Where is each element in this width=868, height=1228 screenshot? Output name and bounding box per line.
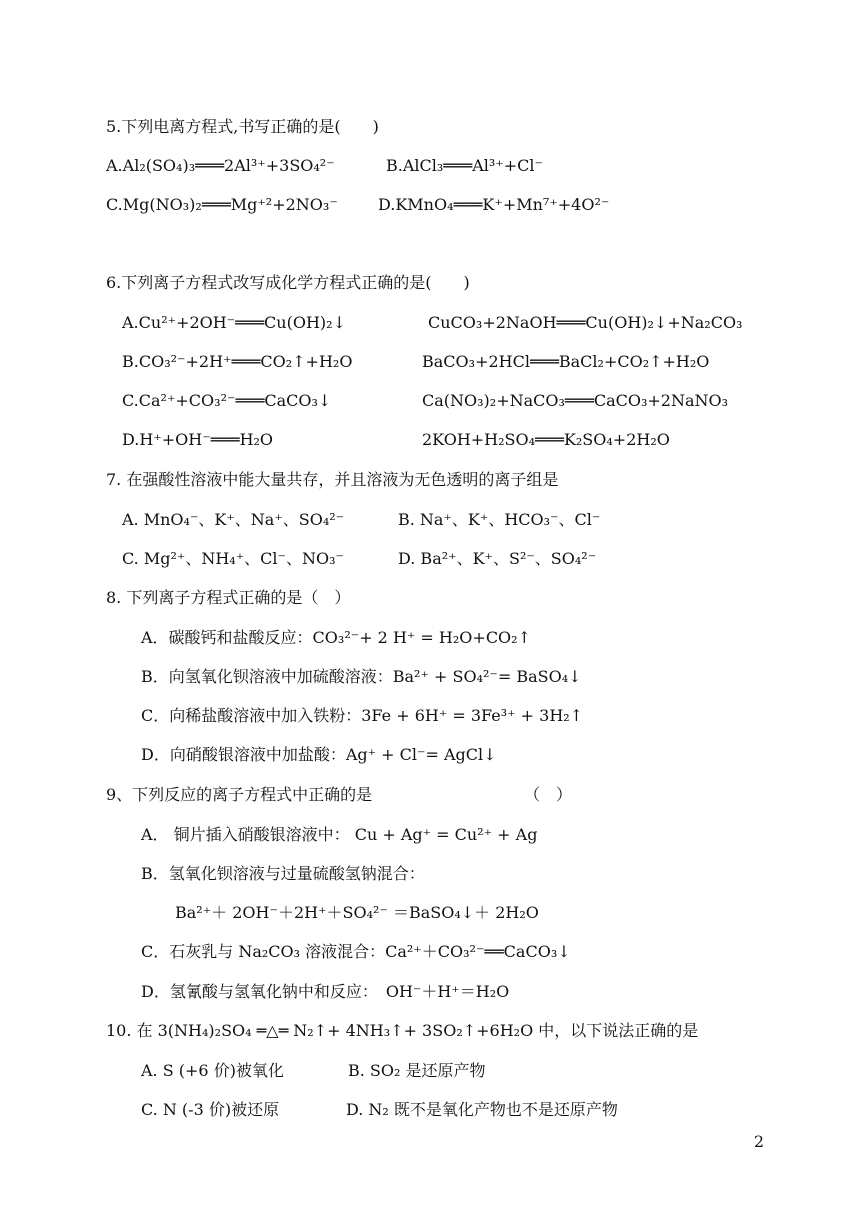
q6-d-chem: 2KOH+H₂SO₄═══K₂SO₄+2H₂O [422,430,670,449]
q9-stem: 9、下列反应的离子方程式中正确的是 [106,785,373,804]
q5-b: B.AlCl₃═══Al³⁺+Cl⁻ [386,156,543,175]
q6-d-ion: D.H⁺+OH⁻═══H₂O [122,430,274,449]
q6-a-chem: CuCO₃+2NaOH═══Cu(OH)₂↓+Na₂CO₃ [428,313,743,332]
q10-c: C. N (-3 价)被还原 [141,1100,280,1119]
q7-c: C. Mg²⁺、NH₄⁺、Cl⁻、NO₃⁻ [122,549,344,568]
q9-c: C．石灰乳与 Na₂CO₃ 溶液混合：Ca²⁺＋CO₃²⁻══CaCO₃↓ [141,942,571,961]
page-number: 2 [753,1132,764,1151]
q10-a: A. S (+6 价)被氧化 [141,1061,284,1080]
q8-b: B．向氢氧化钡溶液中加硫酸溶液：Ba²⁺ + SO₄²⁻= BaSO₄↓ [141,667,582,686]
q7-stem: 7. 在强酸性溶液中能大量共存，并且溶液为无色透明的离子组是 [106,470,559,489]
q6-c-ion: C.Ca²⁺+CO₃²⁻═══CaCO₃↓ [122,391,332,410]
q5-stem: 5.下列电离方程式,书写正确的是( ) [106,117,379,136]
q8-d: D．向硝酸银溶液中加盐酸：Ag⁺ + Cl⁻= AgCl↓ [141,745,497,764]
q7-b: B. Na⁺、K⁺、HCO₃⁻、Cl⁻ [398,510,601,529]
q5-a: A.Al₂(SO₄)₃═══2Al³⁺+3SO₄²⁻ [106,156,335,175]
q7-a: A. MnO₄⁻、K⁺、Na⁺、SO₄²⁻ [122,510,345,529]
q8-stem: 8. 下列离子方程式正确的是（ ） [106,588,351,607]
q7-d: D. Ba²⁺、K⁺、S²⁻、SO₄²⁻ [398,549,597,568]
q6-b-chem: BaCO₃+2HCl═══BaCl₂+CO₂↑+H₂O [422,352,710,371]
q10-d: D. N₂ 既不是氧化产物也不是还原产物 [346,1100,618,1119]
q6-a-ion: A.Cu²⁺+2OH⁻═══Cu(OH)₂↓ [122,313,346,332]
q9-paren: （ ） [524,785,573,804]
q9-b: B．氢氧化钡溶液与过量硫酸氢钠混合： [141,864,425,883]
q9-b-eq: Ba²⁺＋ 2OH⁻＋2H⁺＋SO₄²⁻ ＝BaSO₄↓＋ 2H₂O [175,903,539,922]
q10-b: B. SO₂ 是还原产物 [348,1061,486,1080]
q9-a: A． 铜片插入硝酸银溶液中： Cu + Ag⁺ = Cu²⁺ + Ag [141,825,538,844]
q9-d: D．氢氰酸与氢氧化钠中和反应： OH⁻＋H⁺＝H₂O [141,982,510,1001]
q5-c: C.Mg(NO₃)₂═══Mg⁺²+2NO₃⁻ [106,195,338,214]
q6-stem: 6.下列离子方程式改写成化学方程式正确的是( ) [106,273,470,292]
q6-c-chem: Ca(NO₃)₂+NaCO₃═══CaCO₃+2NaNO₃ [422,391,729,410]
q10-stem: 10. 在 3(NH₄)₂SO₄ ═△═ N₂↑+ 4NH₃↑+ 3SO₂↑+6H₂O 中，以下说法正确的是 [106,1021,699,1040]
q8-a: A．碳酸钙和盐酸反应：CO₃²⁻+ 2 H⁺ = H₂O+CO₂↑ [141,628,531,647]
q6-b-ion: B.CO₃²⁻+2H⁺═══CO₂↑+H₂O [122,352,353,371]
q8-c: C．向稀盐酸溶液中加入铁粉：3Fe + 6H⁺ = 3Fe³⁺ + 3H₂↑ [141,706,584,725]
q5-d: D.KMnO₄═══K⁺+Mn⁷⁺+4O²⁻ [378,195,610,214]
